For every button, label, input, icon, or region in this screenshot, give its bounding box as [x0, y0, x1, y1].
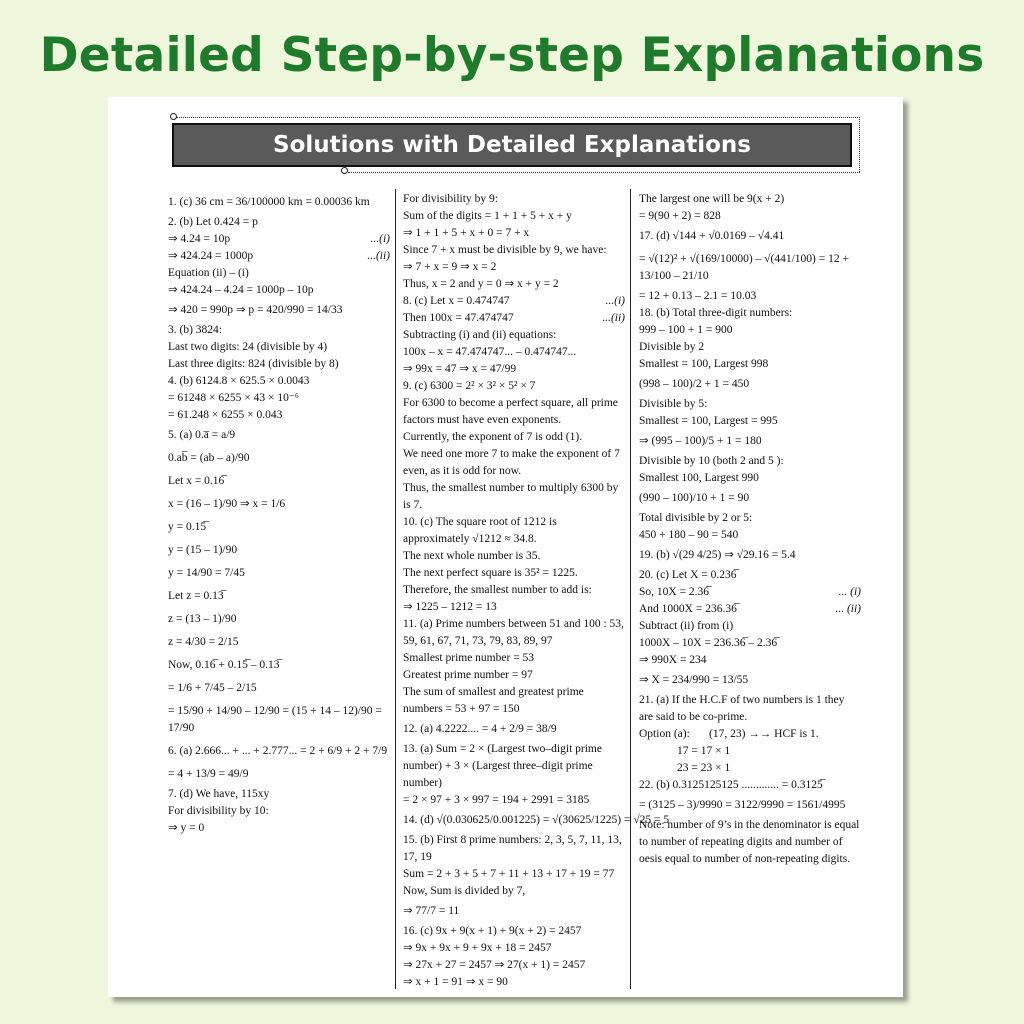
solution-text: (17, 23) →→ HCF is 1. [709, 728, 819, 740]
solution-line: The sum of smallest and greatest prime numbers = 53 + 97 = 150 [403, 686, 584, 715]
solution-line: Thus, x = 2 and y = 0 ⇒ x + y = 2 [403, 278, 559, 290]
solution-line: = 61.248 × 6255 × 0.043 [168, 409, 283, 421]
solution-line: Smallest 100, Largest 990 [639, 472, 759, 484]
solution-line: We need one more 7 to make the exponent of 7 even, as it is odd for now. [403, 448, 620, 477]
solution-line: Let z = 0.13̅ [168, 590, 224, 602]
solution-line: Divisible by 5: [639, 398, 708, 410]
solution-line: = 15/90 + 14/90 – 12/90 = (15 + 14 – 12)/90 = 17/90 [168, 705, 382, 734]
solution-line: y = 14/90 = 7/45 [168, 567, 245, 579]
solution-line: 6. (a) 2.666... + ... + 2.777... = 2 + 6/9 + 2 + 7/9 [168, 745, 388, 757]
solution-line [403, 310, 625, 327]
column-divider-1 [395, 189, 396, 989]
solution-line: ⇒ X = 234/990 = 13/55 [639, 674, 749, 686]
solution-line: For divisibility by 10: [168, 805, 269, 817]
solution-line: 17 = 17 × 1 [677, 745, 731, 757]
solution-line: Subtracting (i) and (ii) equations: [403, 329, 557, 341]
solution-line: Smallest prime number = 53 [403, 652, 535, 664]
solution-line: ⇒ (995 – 100)/5 + 1 = 180 [639, 435, 762, 447]
solution-line: Currently, the exponent of 7 is odd (1). [403, 431, 583, 443]
solution-line: 0.ab̅ = (ab – a)/90 [168, 452, 250, 464]
solution-line: Sum of the digits = 1 + 1 + 5 + x + y [403, 210, 572, 222]
equation-tag: ...(ii) [602, 312, 625, 324]
solution-line: Equation (ii) – (i) [168, 267, 249, 279]
solution-line: The next perfect square is 35² = 1225. [403, 567, 578, 579]
solution-text: ⇒ 424.24 = 1000p [168, 250, 254, 262]
solution-line: ⇒ 990X = 234 [639, 654, 707, 666]
solution-line: ⇒ 420 = 990p ⇒ p = 420/990 = 14/33 [168, 304, 343, 316]
solution-line: z = 4/30 = 2/15 [168, 636, 239, 648]
banner-frame [166, 115, 860, 173]
solution-line: Last two digits: 24 (divisible by 4) [168, 341, 328, 353]
banner-dotted-top [176, 117, 860, 118]
solution-line: Now, 0.16̅ + 0.15̅ – 0.13̅ [168, 659, 280, 671]
solution-line: The next whole number is 35. [403, 550, 541, 562]
solution-line: 1. (c) 36 cm = 36/100000 km = 0.00036 km [168, 196, 370, 208]
solution-line [168, 248, 390, 265]
solution-line: = (3125 – 3)/9990 = 3122/9990 = 1561/4995 [639, 799, 846, 811]
solution-line: 7. (d) We have, 115xy [168, 788, 270, 800]
solution-line [403, 293, 625, 310]
solution-line: 999 – 100 + 1 = 900 [639, 324, 733, 336]
solution-line: 10. (c) The square root of 1212 is approximately √1212 ≈ 34.8. [403, 516, 557, 545]
solution-line: = 1/6 + 7/45 – 2/15 [168, 682, 257, 694]
solution-line: ⇒ 1 + 1 + 5 + x + 0 = 7 + x [403, 227, 530, 239]
solution-line: Total divisible by 2 or 5: [639, 512, 753, 524]
solution-line: (998 – 100)/2 + 1 = 450 [639, 378, 750, 390]
solution-line: 16. (c) 9x + 9(x + 1) + 9(x + 2) = 2457 [403, 925, 582, 937]
solution-line: 19. (b) √(29 4/25) ⇒ √29.16 = 5.4 [639, 549, 796, 561]
solution-line: = 9(90 + 2) = 828 [639, 210, 721, 222]
solution-line: Subtract (ii) from (i) [639, 620, 734, 632]
banner-dotted-bottom [348, 172, 860, 173]
solutions-page [108, 97, 903, 997]
solution-line: ⇒ y = 0 [168, 822, 205, 834]
solution-line: 22. (b) 0.3125125125 ............. = 0.3125̅ [639, 779, 823, 791]
solution-line: Note: number of 9’s in the denominator is equal to number of repeating digits and number of oesis equal to number of non-repeating digits. [639, 819, 860, 865]
solution-line: 1000X – 10X = 236.36̅ – 2.36̅ [639, 637, 778, 649]
solution-line: Sum = 2 + 3 + 5 + 7 + 11 + 13 + 17 + 19 = 77 [403, 868, 615, 880]
solution-line: y = 0.15̅ [168, 521, 207, 533]
solution-line: Last three digits: 824 (divisible by 8) [168, 358, 339, 370]
banner-dotted-right [859, 117, 860, 172]
solution-line: 450 + 180 – 90 = 540 [639, 529, 739, 541]
equation-tag: ...(i) [605, 295, 625, 307]
solution-line: ⇒ 1225 – 1212 = 13 [403, 601, 497, 613]
solution-line: = √(12)² + √(169/10000) – √(441/100) = 12 + 13/100 – 21/10 [639, 253, 849, 282]
equation-tag: ... (i) [838, 586, 861, 598]
solution-line [639, 584, 861, 601]
solution-line: 5. (a) 0.a̅ = a/9 [168, 429, 236, 441]
solution-line: 20. (c) Let X = 0.236̅ [639, 569, 737, 581]
solution-line [168, 231, 390, 248]
solution-line: For divisibility by 9: [403, 193, 498, 205]
solution-line: 11. (a) Prime numbers between 51 and 100 : 53, 59, 61, 67, 71, 73, 79, 83, 89, 97 [403, 618, 624, 647]
solution-text: 8. (c) Let x = 0.474747 [403, 295, 510, 307]
solution-line: 14. (d) √(0.030625/0.001225) = √(30625/1225) = √25 = 5 [403, 814, 670, 826]
solution-line: 15. (b) First 8 prime numbers: 2, 3, 5, 7, 11, 13, 17, 19 [403, 834, 622, 863]
solution-column-1 [168, 191, 390, 837]
solution-line: For 6300 to become a perfect square, all prime factors must have even exponents. [403, 397, 618, 426]
solution-line: (990 – 100)/10 + 1 = 90 [639, 492, 750, 504]
solution-line: Thus, the smallest number to multiply 6300 by is 7. [403, 482, 619, 511]
solution-line: 18. (b) Total three-digit numbers: [639, 307, 793, 319]
solution-line [639, 726, 861, 743]
solution-line: 13. (a) Sum = 2 × (Largest two–digit prime number) + 3 × (Largest three–digit prime number) [403, 743, 602, 789]
solution-text: Then 100x = 47.474747 [403, 312, 514, 324]
equation-tag: ...(i) [370, 233, 390, 245]
solution-line: 2. (b) Let 0.424 = p [168, 216, 258, 228]
solution-line: ⇒ 77/7 = 11 [403, 905, 460, 917]
solution-line: Divisible by 2 [639, 341, 705, 353]
solution-line: Smallest = 100, Largest = 995 [639, 415, 778, 427]
solution-line: The largest one will be 9(x + 2) [639, 193, 785, 205]
solution-text: So, 10X = 2.36̅ [639, 586, 710, 598]
solution-line: z = (13 – 1)/90 [168, 613, 237, 625]
solution-line: ⇒ 424.24 – 4.24 = 1000p – 10p [168, 284, 314, 296]
solution-line: 23 = 23 × 1 [677, 762, 731, 774]
solution-text: ⇒ 4.24 = 10p [168, 233, 231, 245]
solution-column-3 [639, 191, 861, 868]
solution-line: 3. (b) 3824: [168, 324, 222, 336]
solution-line: = 4 + 13/9 = 49/9 [168, 768, 249, 780]
solution-line: = 61248 × 6255 × 43 × 10⁻⁶ [168, 392, 299, 404]
column-divider-2 [630, 189, 631, 989]
solution-line: Since 7 + x must be divisible by 9, we have: [403, 244, 607, 256]
solution-text: And 1000X = 236.36̅ [639, 603, 737, 615]
solution-line: 21. (a) If the H.C.F of two numbers is 1 they are said to be co-prime. [639, 694, 845, 723]
solution-line [639, 601, 861, 618]
equation-tag: ... (ii) [835, 603, 861, 615]
solution-line: 17. (d) √144 + √0.0169 – √4.41 [639, 230, 785, 242]
solution-line: = 12 + 0.13 – 2.1 = 10.03 [639, 290, 757, 302]
solution-line: 4. (b) 6124.8 × 625.5 × 0.0043 [168, 375, 310, 387]
banner-dot-top [170, 113, 177, 120]
solution-line: x = (16 – 1)/90 ⇒ x = 1/6 [168, 498, 286, 510]
page-headline: Detailed Step-by-step Explanations [39, 28, 985, 83]
solution-line: Now, Sum is divided by 7, [403, 885, 526, 897]
solution-line: Divisible by 10 (both 2 and 5 ): [639, 455, 784, 467]
solution-line: Greatest prime number = 97 [403, 669, 533, 681]
solution-line: ⇒ 99x = 47 ⇒ x = 47/99 [403, 363, 517, 375]
solution-line: ⇒ 7 + x = 9 ⇒ x = 2 [403, 261, 497, 273]
solution-line: ⇒ 27x + 27 = 2457 ⇒ 27(x + 1) = 2457 [403, 959, 586, 971]
solution-line: 12. (a) 4.2222.... = 4 + 2/9 = 38/9 [403, 723, 557, 735]
banner-dot-bottom [341, 167, 348, 174]
solution-line: = 2 × 97 + 3 × 997 = 194 + 2991 = 3185 [403, 794, 590, 806]
solution-text: Option (a): [639, 728, 690, 740]
solution-line: Smallest = 100, Largest 998 [639, 358, 769, 370]
solution-line: Therefore, the smallest number to add is: [403, 584, 592, 596]
solution-line: 9. (c) 6300 = 2² × 3² × 5² × 7 [403, 380, 536, 392]
solution-line: y = (15 – 1)/90 [168, 544, 238, 556]
solution-line: Let x = 0.16̅ [168, 475, 225, 487]
solution-line: ⇒ x + 1 = 91 ⇒ x = 90 [403, 976, 508, 988]
banner-title: Solutions with Detailed Explanations [172, 123, 852, 167]
solution-line: ⇒ 9x + 9x + 9 + 9x + 18 = 2457 [403, 942, 552, 954]
equation-tag: ...(ii) [367, 250, 390, 262]
solution-line: 100x – x = 47.474747... – 0.474747... [403, 346, 577, 358]
